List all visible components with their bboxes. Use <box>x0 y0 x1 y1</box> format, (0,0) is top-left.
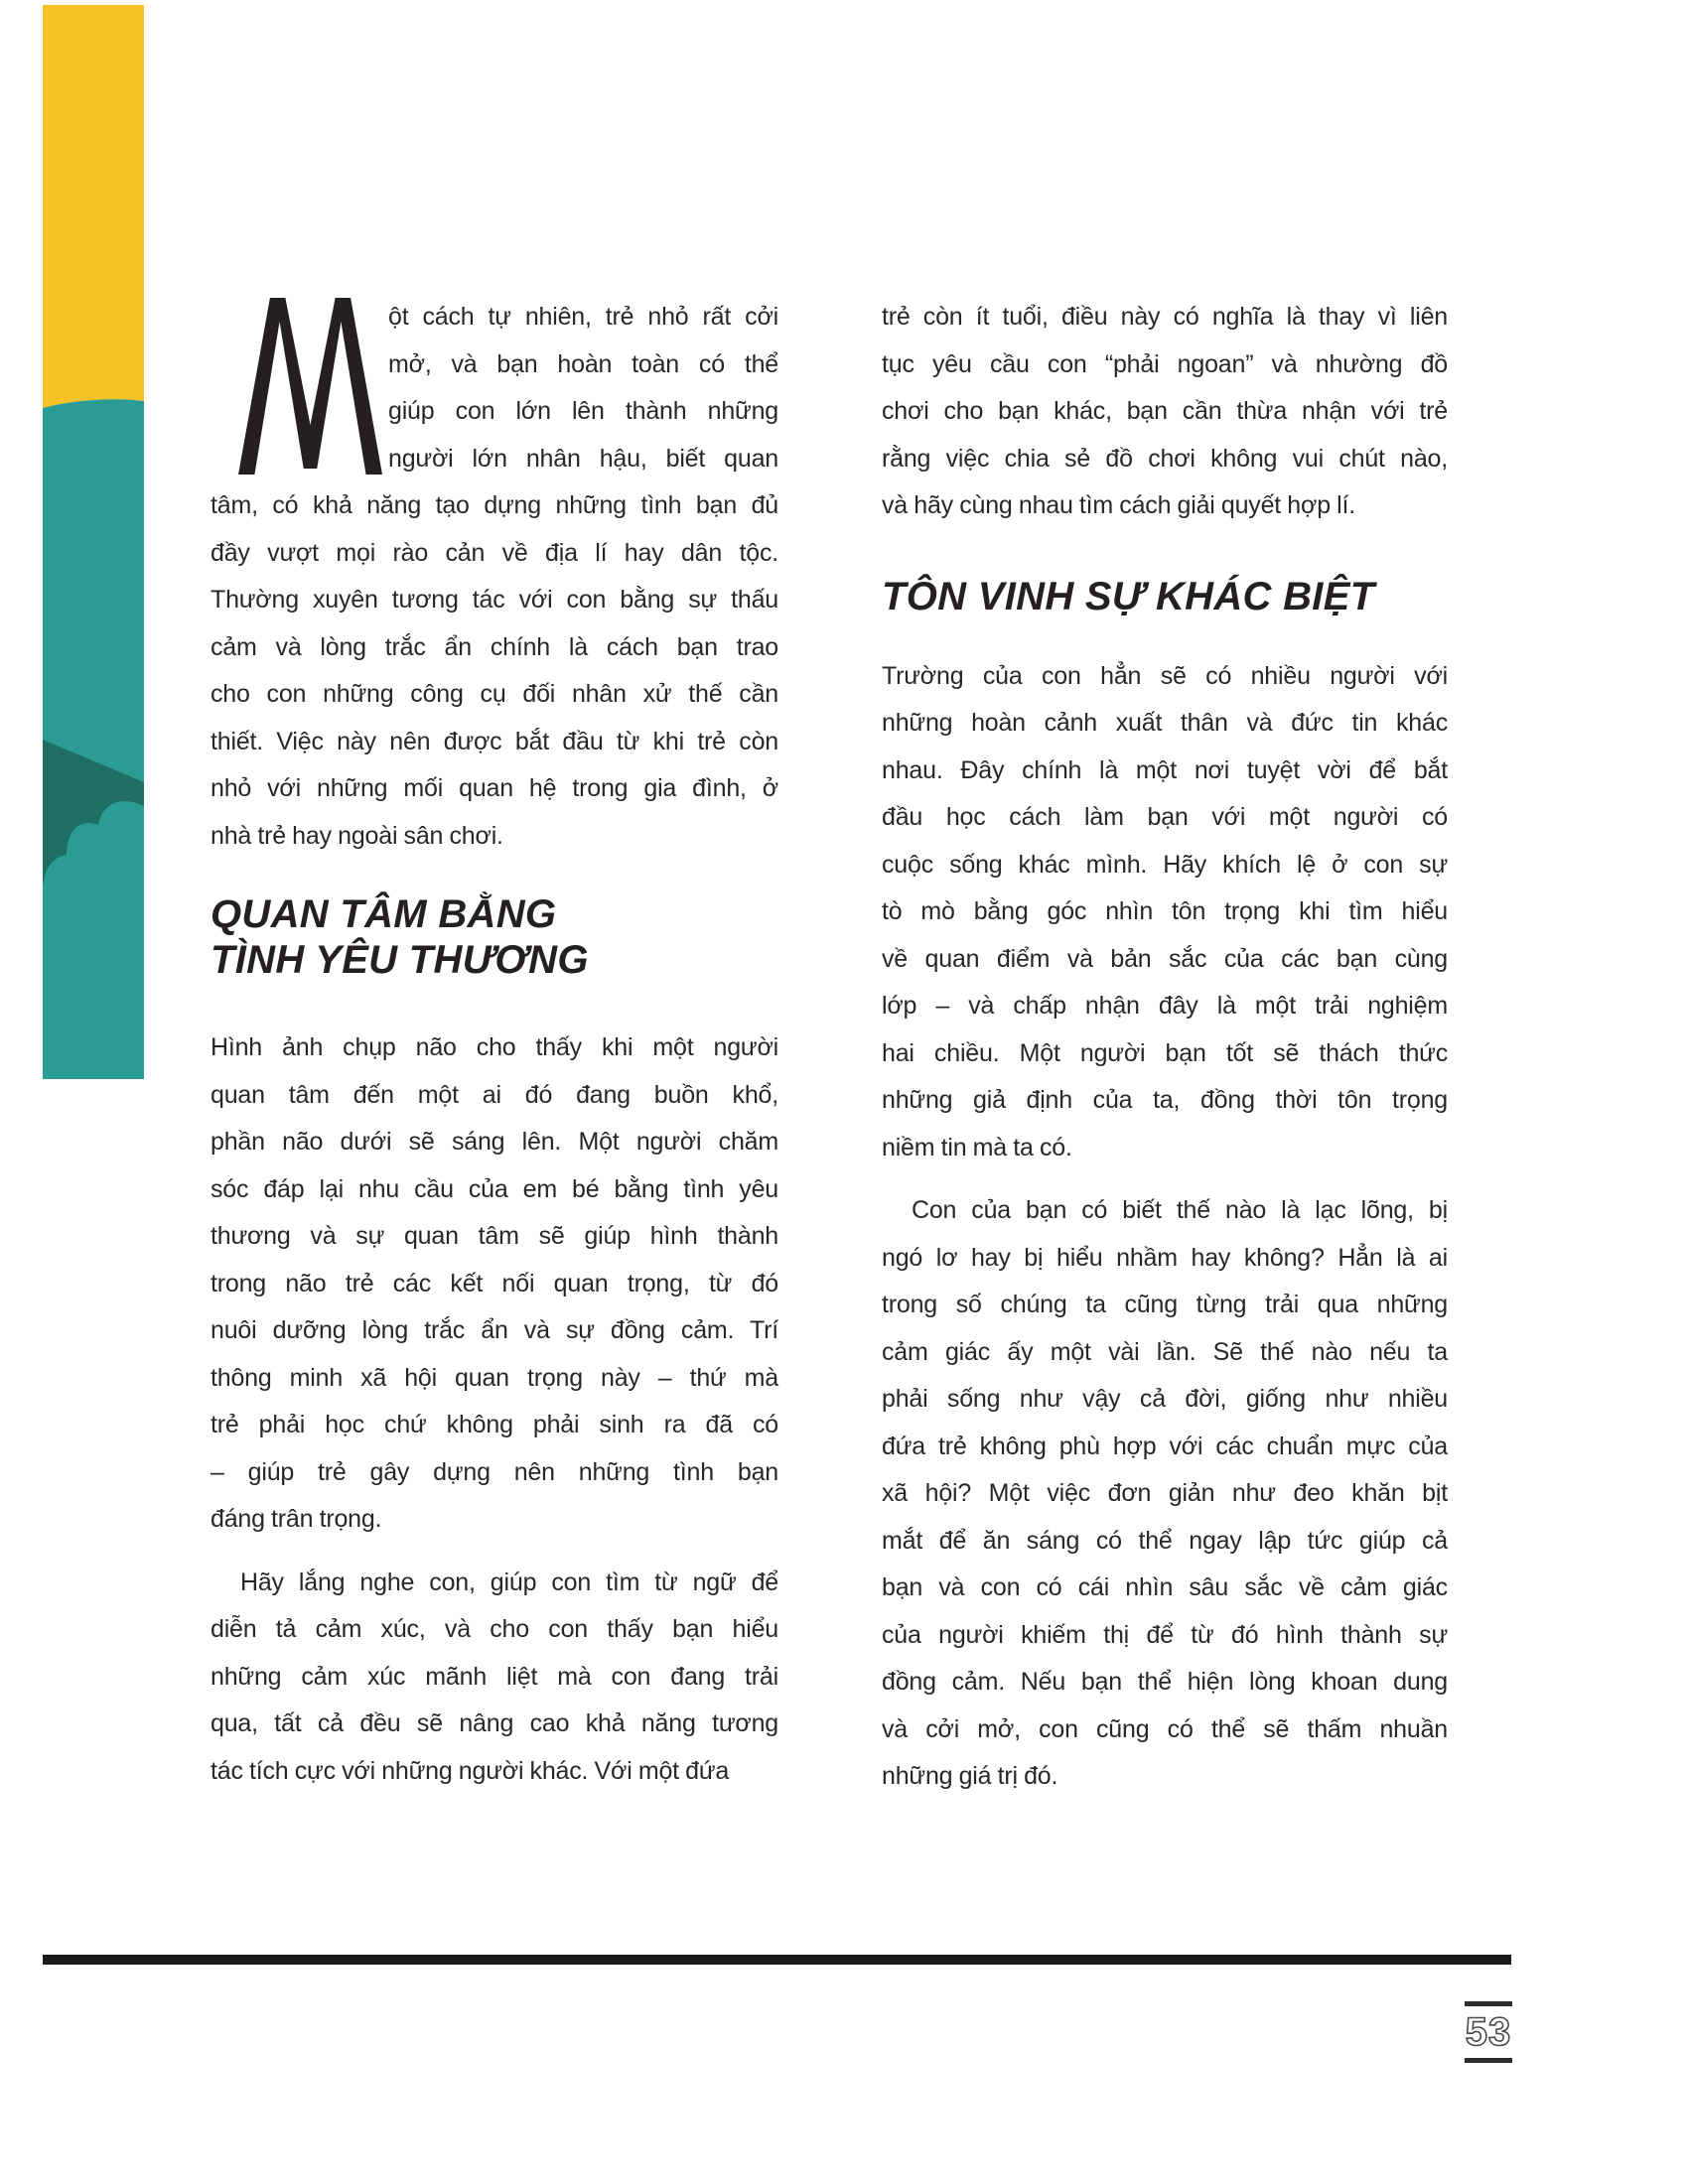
text-line: những cảm xúc mãnh liệt mà con đang trải <box>211 1662 778 1691</box>
text-line: nhà trẻ hay ngoài sân chơi. <box>211 821 503 850</box>
body-paragraph <box>211 1024 778 1544</box>
text-line: nhau. Đây chính là một nơi tuyệt vời để bắt <box>882 755 1448 784</box>
text-line: tục yêu cầu con “phải ngoan” và nhường đồ <box>882 349 1448 378</box>
text-line: chơi cho bạn khác, bạn cần thừa nhận với trẻ <box>882 397 1448 425</box>
text-line: lớp – và chấp nhận đây là một trải nghiệm <box>882 992 1448 1020</box>
side-bar-yellow-block <box>43 5 144 408</box>
text-line: đáng trân trọng. <box>211 1505 382 1533</box>
text-line: Con của bạn có biết thế nào là lạc lõng, bị <box>912 1196 1448 1224</box>
text-line: thông minh xã hội quan trọng này – thứ mà <box>211 1363 778 1392</box>
footer-rule <box>43 1955 1511 1965</box>
text-line: về quan điểm và bản sắc của các bạn cùng <box>882 944 1448 973</box>
text-line: đầu học cách làm bạn với một người có <box>882 803 1448 831</box>
body-paragraph <box>211 1560 778 1796</box>
text-line: trong não trẻ các kết nối quan trọng, từ đó <box>211 1269 778 1297</box>
left-column <box>211 294 778 1795</box>
text-line: Trường của con hẳn sẽ có nhiều người với <box>882 661 1448 690</box>
section-heading-quan-tam <box>211 891 778 983</box>
section-heading-ton-vinh: TÔN VINH SỰ KHÁC BIỆT <box>882 574 1375 618</box>
text-line: thương và sự quan tâm sẽ giúp hình thành <box>211 1222 778 1250</box>
text-line: mắt để ăn sáng có thể ngay lập tức giúp cả <box>882 1526 1448 1555</box>
text-line: những hoàn cảnh xuất thân và đức tin khác <box>882 709 1448 737</box>
side-bar-teal-block <box>43 399 144 1079</box>
text-line: bạn và con có cái nhìn sâu sắc về cảm giác <box>882 1573 1448 1601</box>
text-line: thiết. Việc này nên được bắt đầu từ khi trẻ còn <box>211 727 778 755</box>
text-line: trong số chúng ta cũng từng trải qua những <box>882 1291 1448 1318</box>
text-line: đồng cảm. Nếu bạn thể hiện lòng khoan dung <box>882 1668 1448 1696</box>
dropcap-m-glyph <box>238 298 382 475</box>
text-line: niềm tin mà ta có. <box>882 1133 1072 1161</box>
text-line: cảm giác ấy một vài lần. Sẽ thế nào nếu ta <box>882 1337 1448 1366</box>
text-line: diễn tả cảm xúc, và cho con thấy bạn hiểu <box>211 1615 778 1643</box>
section-heading-line: QUAN TÂM BẰNG <box>211 892 557 936</box>
text-line: cho con những công cụ đối nhân xử thế cần <box>211 680 778 708</box>
text-line: nhỏ với những mối quan hệ trong gia đình, ở <box>211 774 778 802</box>
text-line: quan tâm đến một ai đó đang buồn khổ, <box>211 1080 778 1109</box>
text-line: tác tích cực với những người khác. Với một đứa <box>211 1756 730 1785</box>
text-line: cảm và lòng trắc ẩn chính là cách bạn trao <box>211 632 778 661</box>
page-number-bottom-bar <box>1465 2058 1512 2063</box>
right-column <box>882 294 1448 1801</box>
body-paragraph <box>882 294 1448 530</box>
body-paragraph <box>882 653 1448 1172</box>
text-line: Hãy lắng nghe con, giúp con tìm từ ngữ để <box>240 1568 778 1596</box>
text-line: cuộc sống khác mình. Hãy khích lệ ở con sự <box>882 850 1448 879</box>
text-line: qua, tất cả đều sẽ nâng cao khả năng tương <box>211 1709 778 1737</box>
text-line: ngó lơ hay bị hiểu nhầm hay không? Hẳn là ai <box>882 1243 1448 1272</box>
text-line: xã hội? Một việc đơn giản như đeo khăn bịt <box>882 1479 1448 1507</box>
text-line: Hình ảnh chụp não cho thấy khi một người <box>211 1033 778 1061</box>
text-line: ột cách tự nhiên, trẻ nhỏ rất cởi <box>388 303 778 331</box>
page-number-block <box>1465 2001 1512 2063</box>
text-line: phải sống như vậy cả đời, giống như nhiều <box>882 1385 1448 1413</box>
dropcap-letter-m <box>238 298 382 475</box>
decorative-side-bar <box>43 5 144 1079</box>
text-line: mở, và bạn hoàn toàn có thể <box>388 349 778 378</box>
section-heading-line: TÌNH YÊU THƯƠNG <box>211 938 589 982</box>
text-line: người lớn nhân hậu, biết quan <box>388 444 778 473</box>
text-line: nuôi dưỡng lòng trắc ẩn và sự đồng cảm. Trí <box>211 1316 778 1344</box>
text-line: tò mò bằng góc nhìn tôn trọng khi tìm hiểu <box>882 897 1448 925</box>
text-line: trẻ còn ít tuổi, điều này có nghĩa là thay vì liên <box>882 303 1448 331</box>
text-line: và cởi mở, con cũng có thể sẽ thấm nhuần <box>882 1714 1448 1743</box>
text-line: của người khiếm thị để từ đó hình thành sự <box>882 1620 1448 1649</box>
text-line: – giúp trẻ gây dựng nên những tình bạn <box>211 1457 778 1486</box>
opening-paragraph <box>211 294 778 860</box>
text-line: và hãy cùng nhau tìm cách giải quyết hợp lí. <box>882 491 1355 519</box>
text-line: đứa trẻ không phù hợp với các chuẩn mực của <box>882 1432 1448 1460</box>
text-line: đầy vượt mọi rào cản về địa lí hay dân tộc. <box>211 538 778 567</box>
text-line: rằng việc chia sẻ đồ chơi không vui chút nào, <box>882 444 1448 473</box>
text-line: trẻ phải học chứ không phải sinh ra đã có <box>211 1411 778 1438</box>
page-number: 53 <box>1465 2010 1512 2054</box>
text-line: những giá trị đó. <box>882 1762 1058 1790</box>
text-line: tâm, có khả năng tạo dựng những tình bạn đủ <box>211 491 778 519</box>
text-line: sóc đáp lại nhu cầu của em bé bằng tình yêu <box>211 1174 778 1203</box>
text-line: Thường xuyên tương tác với con bằng sự thấu <box>211 586 778 614</box>
body-paragraph <box>882 1187 1448 1801</box>
text-line: phần não dưới sẽ sáng lên. Một người chăm <box>211 1128 778 1156</box>
text-line: những giả định của ta, đồng thời tôn trọng <box>882 1086 1448 1114</box>
text-line: hai chiều. Một người bạn tốt sẽ thách thức <box>882 1038 1448 1067</box>
text-line: giúp con lớn lên thành những <box>388 397 778 425</box>
